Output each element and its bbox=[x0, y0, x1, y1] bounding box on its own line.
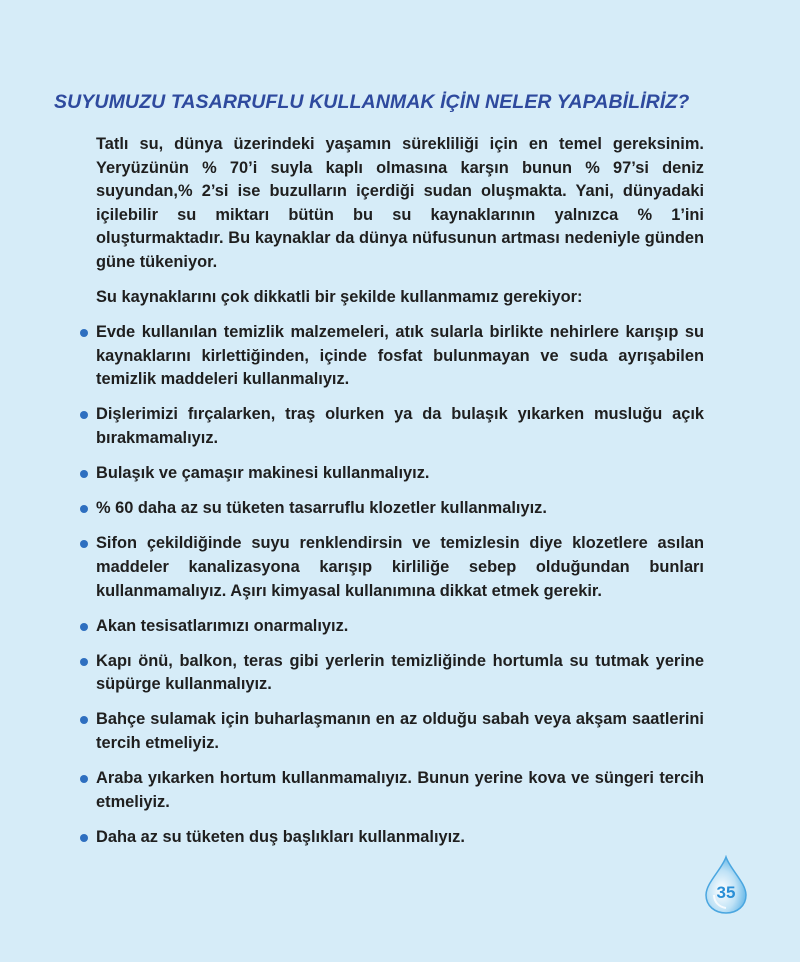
list-item bbox=[96, 497, 704, 521]
bullet-dot-icon bbox=[80, 775, 88, 783]
list-item bbox=[96, 767, 704, 814]
list-item-text: Araba yıkarken hortum kullanmamalıyız. Bunun yerine kova ve süngeri tercih etmeliyiz. bbox=[96, 769, 704, 811]
list-item bbox=[96, 403, 704, 450]
bullet-dot-icon bbox=[80, 505, 88, 513]
list-item-text: Daha az su tüketen duş başlıkları kullanmalıyız. bbox=[96, 827, 465, 846]
body-text bbox=[96, 133, 704, 861]
list-item-text: Akan tesisatlarımızı onarmalıyız. bbox=[96, 616, 349, 635]
list-item-text: Bahçe sulamak için buharlaşmanın en az olduğu sabah veya akşam saatlerini tercih etmeliyiz. bbox=[96, 710, 704, 752]
list-item bbox=[96, 708, 704, 755]
lead-paragraph: Su kaynaklarını çok dikkatli bir şekilde kullanmamız gerekiyor: bbox=[96, 287, 583, 306]
list-item-text: Dişlerimizi fırçalarken, traş olurken ya da bulaşık yıkarken musluğu açık bırakmamalıyız. bbox=[96, 405, 704, 448]
list-item-text: Evde kullanılan temizlik malzemeleri, atık sularla birlikte nehirlere karışıp su kaynaklarını kirlettiğinden, içinde fosfat bulunmayan ve suda ayrışabilen temizlik maddeleri kullanmalıyız. bbox=[96, 323, 704, 389]
list-item-text: % 60 daha az su tüketen tasarruflu klozetler kullanmalıyız. bbox=[96, 499, 547, 518]
list-item bbox=[96, 826, 704, 850]
page-number: 35 bbox=[716, 883, 736, 902]
tips-list bbox=[96, 321, 704, 849]
list-item bbox=[96, 321, 704, 392]
list-item-text: Bulaşık ve çamaşır makinesi kullanmalıyız. bbox=[96, 464, 430, 483]
list-item bbox=[96, 532, 704, 603]
bullet-dot-icon bbox=[80, 329, 88, 337]
bullet-dot-icon bbox=[80, 540, 88, 548]
list-item bbox=[96, 615, 704, 639]
list-item-text: Sifon çekildiğinde suyu renklendirsin ve temizlesin diye klozetlere asılan maddeler kanalizasyona karışıp kirliliğe sebep olduğundan bunları kullanmamalıyız. Aşırı kimyasal kullanımına dikkat etmek gerekir. bbox=[96, 534, 704, 600]
intro-paragraph: Tatlı su, dünya üzerindeki yaşamın sürekliliği için en temel gereksinim. Yeryüzünün % 70’i suyla kaplı olmasına karşın bunun % 97’si deniz suyundan,% 2’si ise buzulların içerdiği sudan oluşmakta. Yani, dünyadaki içilebilir su miktarı bütün bu su kaynaklarının yalnızca % 1’ini oluşturmaktadır. Bu kaynaklar da dünya nüfusunun artması nedeniyle günden güne tükeniyor. bbox=[96, 135, 704, 271]
page-title: SUYUMUZU TASARRUFLU KULLANMAK İÇİN NELER YAPABİLİRİZ? bbox=[54, 91, 690, 113]
bullet-dot-icon bbox=[80, 411, 88, 419]
bullet-dot-icon bbox=[80, 470, 88, 478]
bullet-dot-icon bbox=[80, 623, 88, 631]
list-item bbox=[96, 650, 704, 697]
bullet-dot-icon bbox=[80, 716, 88, 724]
bullet-dot-icon bbox=[80, 658, 88, 666]
bullet-dot-icon bbox=[80, 834, 88, 842]
list-item-text: Kapı önü, balkon, teras gibi yerlerin temizliğinde hortumla su tutmak yerine süpürge kullanmalıyız. bbox=[96, 651, 704, 694]
list-item bbox=[96, 462, 704, 486]
